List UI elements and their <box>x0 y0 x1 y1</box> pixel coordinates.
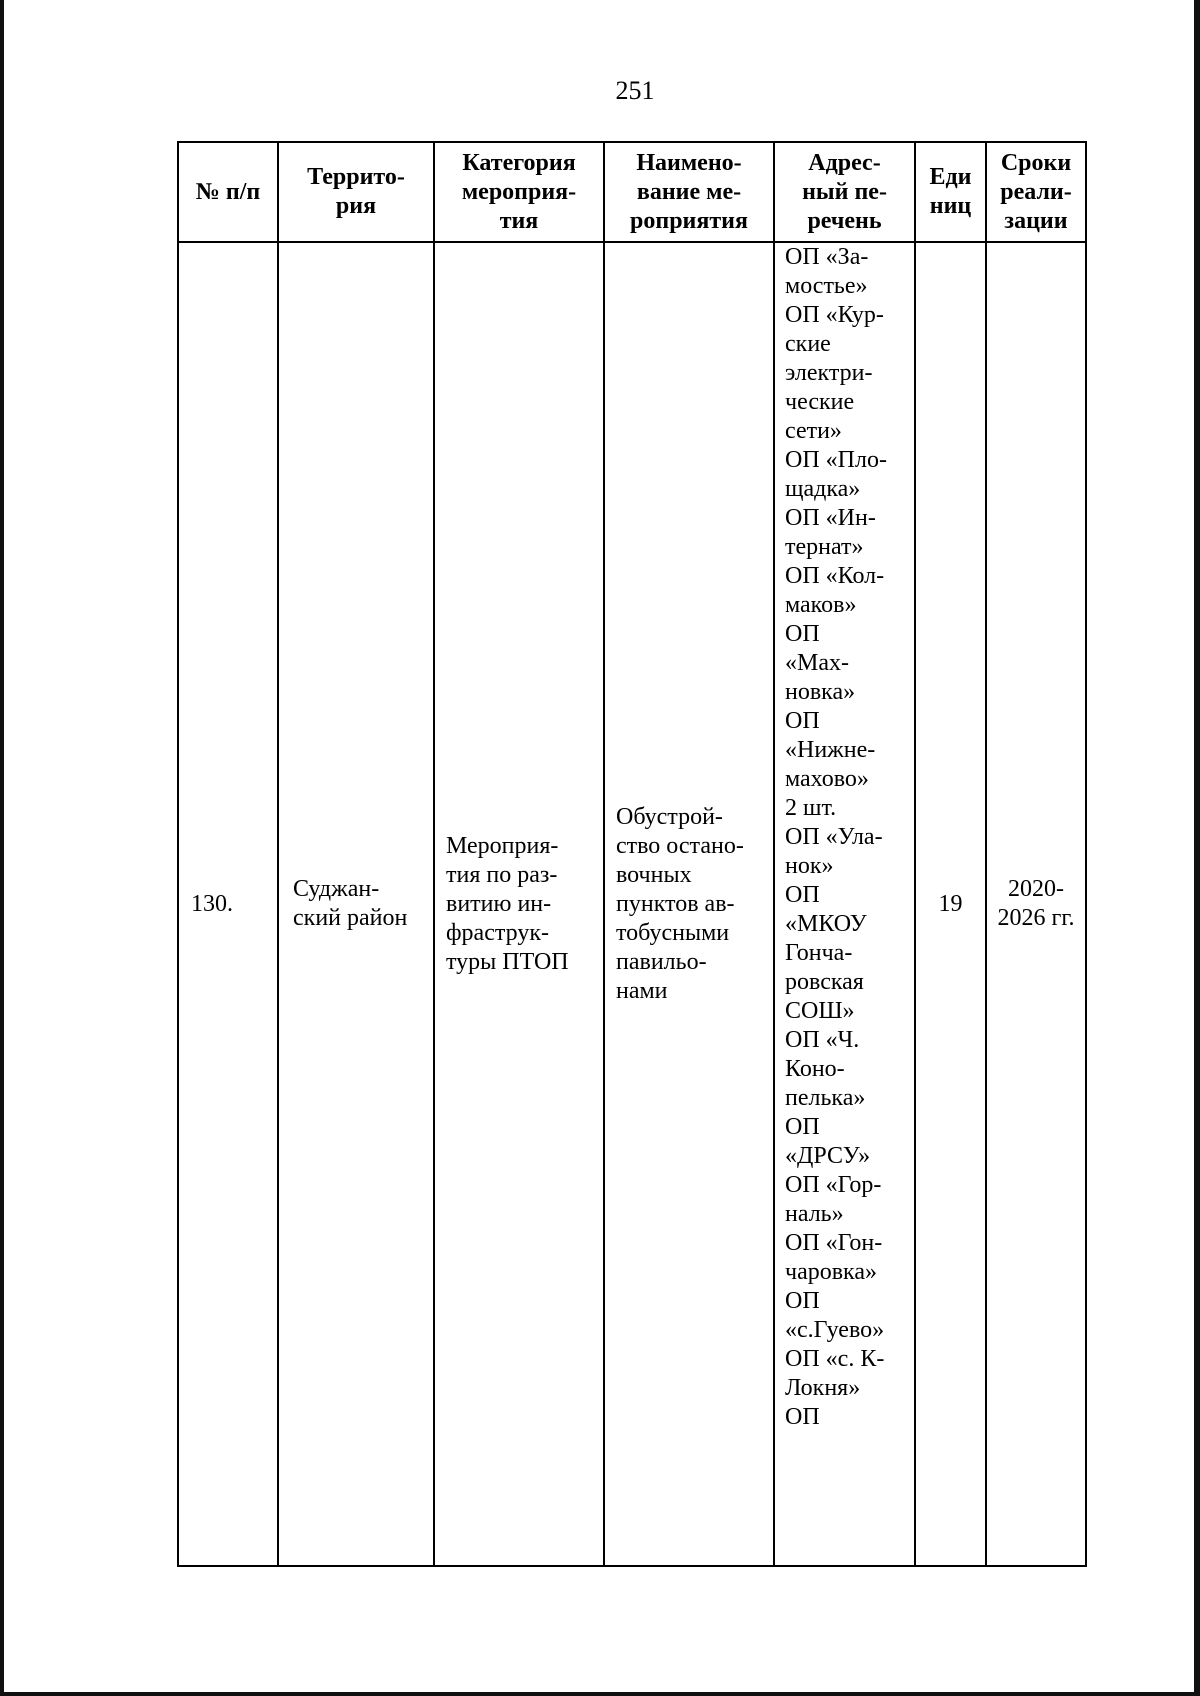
address-line: мостье» <box>785 273 868 299</box>
cell-dates <box>986 242 1086 1566</box>
header-line: рия <box>335 193 377 219</box>
measures-table <box>177 141 1087 1567</box>
text-line: тия по раз- <box>446 861 558 888</box>
header-line: Сроки <box>1000 149 1072 176</box>
header-line: Адрес- <box>808 149 881 176</box>
cell-territory <box>278 242 434 1566</box>
cell-units: 19 <box>915 242 986 1566</box>
address-line: Локня» <box>785 1375 861 1401</box>
address-line: щадка» <box>785 476 861 502</box>
header-line: мероприя- <box>461 178 577 205</box>
text-line: павильо- <box>616 948 707 975</box>
table-row <box>178 242 1086 1566</box>
address-line: ОП «Гор- <box>785 1172 882 1198</box>
address-line: ОП «Ин- <box>785 505 876 531</box>
address-line: сети» <box>785 418 842 444</box>
header-addresses <box>774 142 915 242</box>
header-dates <box>986 142 1086 242</box>
address-line: новка» <box>785 679 856 705</box>
address-line: ОП «Кол- <box>785 563 885 589</box>
address-line: тернат» <box>785 534 864 560</box>
text-line: Обустрой- <box>616 803 723 830</box>
header-line: Категория <box>462 149 576 176</box>
address-line: электри- <box>785 360 873 386</box>
cell-category <box>434 242 604 1566</box>
address-line: «МКОУ <box>785 911 867 937</box>
text-line: 2026 гг. <box>997 905 1075 931</box>
header-line: вание ме- <box>636 178 742 205</box>
address-line: «ДРСУ» <box>785 1143 871 1169</box>
text-line: 2020- <box>1008 876 1064 902</box>
header-line: Еди <box>929 164 972 190</box>
address-line: ОП <box>785 1404 820 1430</box>
address-line: «с.Гуево» <box>785 1317 885 1343</box>
cell-number: 130. <box>178 242 278 1566</box>
address-line: маков» <box>785 592 857 618</box>
text-line: ство остано- <box>616 832 744 859</box>
scan-edge-left <box>0 0 4 1696</box>
address-line: «Нижне- <box>785 737 876 763</box>
scan-edge-right <box>1194 0 1200 1696</box>
header-category <box>434 142 604 242</box>
header-line: зации <box>1004 207 1068 234</box>
header-line: тия <box>499 207 539 234</box>
address-line: наль» <box>785 1201 844 1227</box>
header-line: реали- <box>1000 178 1072 205</box>
address-line: СОШ» <box>785 998 855 1024</box>
header-number <box>178 142 278 242</box>
text-line: Суджан- <box>293 876 380 902</box>
header-line: ниц <box>929 193 972 219</box>
header-line: Террито- <box>307 164 405 190</box>
address-line: ОП «Кур- <box>785 302 884 328</box>
address-line: «Мах- <box>785 650 849 676</box>
address-line: ОП <box>785 1288 820 1314</box>
address-line: ОП <box>785 1114 820 1140</box>
header-line: речень <box>807 207 882 234</box>
address-line: ОП <box>785 708 820 734</box>
header-line: № п/п <box>195 178 261 205</box>
text-line: ский район <box>293 905 408 931</box>
text-line: витию ин- <box>446 890 552 917</box>
header-name <box>604 142 774 242</box>
address-line: ческие <box>785 389 855 415</box>
header-territory <box>278 142 434 242</box>
text-line: туры ПТОП <box>446 948 569 975</box>
scan-edge-bottom <box>0 1692 1200 1696</box>
address-line: ОП <box>785 621 820 647</box>
address-line: пелька» <box>785 1085 866 1111</box>
address-line: ОП «с. К- <box>785 1346 885 1372</box>
text-line: тобусными <box>616 919 730 946</box>
address-line: Коно- <box>785 1056 845 1082</box>
header-line: Наимено- <box>636 149 742 176</box>
page-number: 251 <box>615 76 655 105</box>
address-line: чаровка» <box>785 1259 878 1285</box>
address-line: нок» <box>785 853 834 879</box>
address-line: ОП «Пло- <box>785 447 887 473</box>
address-line: ОП «Гон- <box>785 1230 883 1256</box>
address-line: Гонча- <box>785 940 853 966</box>
address-line: ОП <box>785 882 820 908</box>
cell-name <box>604 242 774 1566</box>
text-line: Мероприя- <box>446 832 559 859</box>
address-line: ОП «За- <box>785 244 869 270</box>
text-line: фраструк- <box>446 919 549 946</box>
header-units <box>915 142 986 242</box>
address-line: ОП «Ула- <box>785 824 883 850</box>
address-line: ские <box>785 331 831 357</box>
address-line: ровская <box>785 969 864 995</box>
address-line: ОП «Ч. <box>785 1027 860 1053</box>
address-line: 2 шт. <box>785 795 837 821</box>
text-line: пунктов ав- <box>616 890 735 917</box>
header-line: роприятия <box>630 207 748 234</box>
address-line: махово» <box>785 766 869 792</box>
table-header-row <box>178 142 1086 242</box>
cell-addresses <box>774 242 915 1566</box>
text-line: нами <box>616 977 668 1004</box>
header-line: ный пе- <box>802 178 887 205</box>
text-line: вочных <box>616 861 692 888</box>
